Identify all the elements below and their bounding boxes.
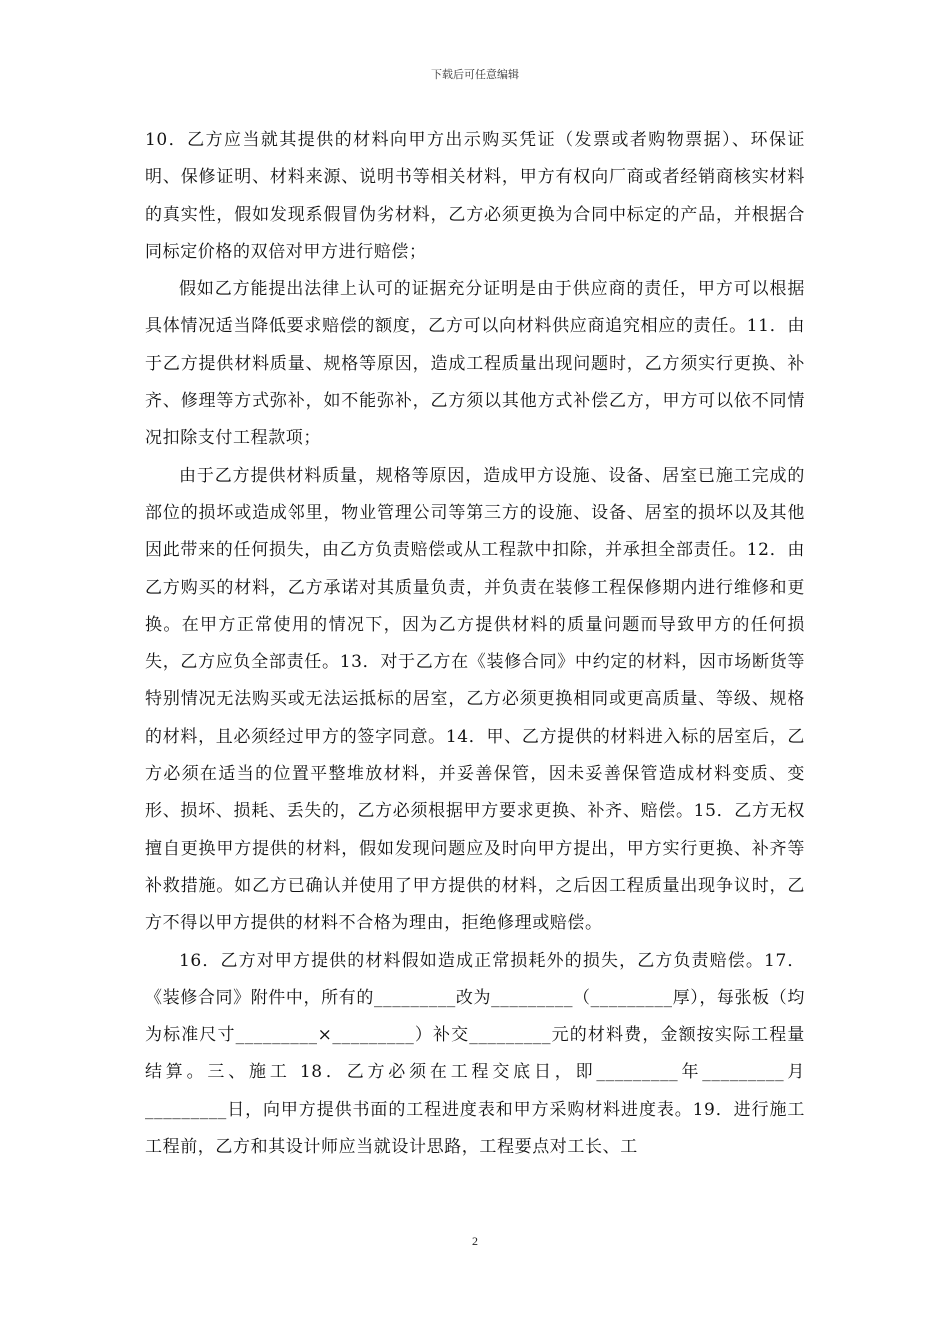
page-number: 2	[472, 1234, 478, 1248]
paragraph-clauses-16-19: 16．乙方对甲方提供的材料假如造成正常损耗外的损失，乙方负责赔偿。17．《装修合同》附件中，所有的_________改为_________（_________厚），每张板（均为标准尺寸_________×_________）补交_________元的材料费，金额按实际工程量结算。三、施工 18．乙方必须在工程交底日，即_________年_________月_________日，向甲方提供书面的工程进度表和甲方采购材料进度表。19．进行施工工程前，乙方和其设计师应当就设计思路，工程要点对工长、工	[145, 950, 805, 1158]
paragraph-clause-11: 假如乙方能提出法律上认可的证据充分证明是由于供应商的责任，甲方可以根据具体情况适当降低要求赔偿的额度，乙方可以向材料供应商追究相应的责任。11．由于乙方提供材料质量、规格等原因，造成工程质量出现问题时，乙方须实行更换、补齐、修理等方式弥补，如不能弥补，乙方须以其他方式补偿乙方，甲方可以依不同情况扣除支付工程款项；	[145, 279, 805, 449]
paragraph-clause-10: 10．乙方应当就其提供的材料向甲方出示购买凭证（发票或者购物票据）、环保证明、保修证明、材料来源、说明书等相关材料，甲方有权向厂商或者经销商核实材料的真实性，假如发现系假冒伪劣材料，乙方必须更换为合同中标定的产品，并根据合同标定价格的双倍对甲方进行赔偿；	[145, 130, 805, 262]
paragraph-clauses-12-15: 由于乙方提供材料质量，规格等原因，造成甲方设施、设备、居室已施工完成的部位的损坏或造成邻里，物业管理公司等第三方的设施、设备、居室的损坏以及其他因此带来的任何损失，由乙方负责赔偿或从工程款中扣除，并承担全部责任。12．由乙方购买的材料，乙方承诺对其质量负责，并负责在装修工程保修期内进行维修和更换。在甲方正常使用的情况下，因为乙方提供材料的质量问题而导致甲方的任何损失，乙方应负全部责任。13．对于乙方在《装修合同》中约定的材料，因市场断货等特别情况无法购买或无法运抵标的居室，乙方必须更换相同或更高质量、等级、规格的材料，且必须经过甲方的签字同意。14．甲、乙方提供的材料进入标的居室后，乙方必须在适当的位置平整堆放材料，并妥善保管，因未妥善保管造成材料变质、变形、损坏、损耗、丢失的，乙方必须根据甲方要求更换、补齐、赔偿。15．乙方无权擅自更换甲方提供的材料，假如发现问题应及时向甲方提出，甲方实行更换、补齐等补救措施。如乙方已确认并使用了甲方提供的材料，之后因工程质量出现争议时，乙方不得以甲方提供的材料不合格为理由，拒绝修理或赔偿。	[145, 465, 805, 934]
page-header: 下载后可任意编辑	[431, 68, 519, 81]
document-body	[145, 122, 805, 1166]
